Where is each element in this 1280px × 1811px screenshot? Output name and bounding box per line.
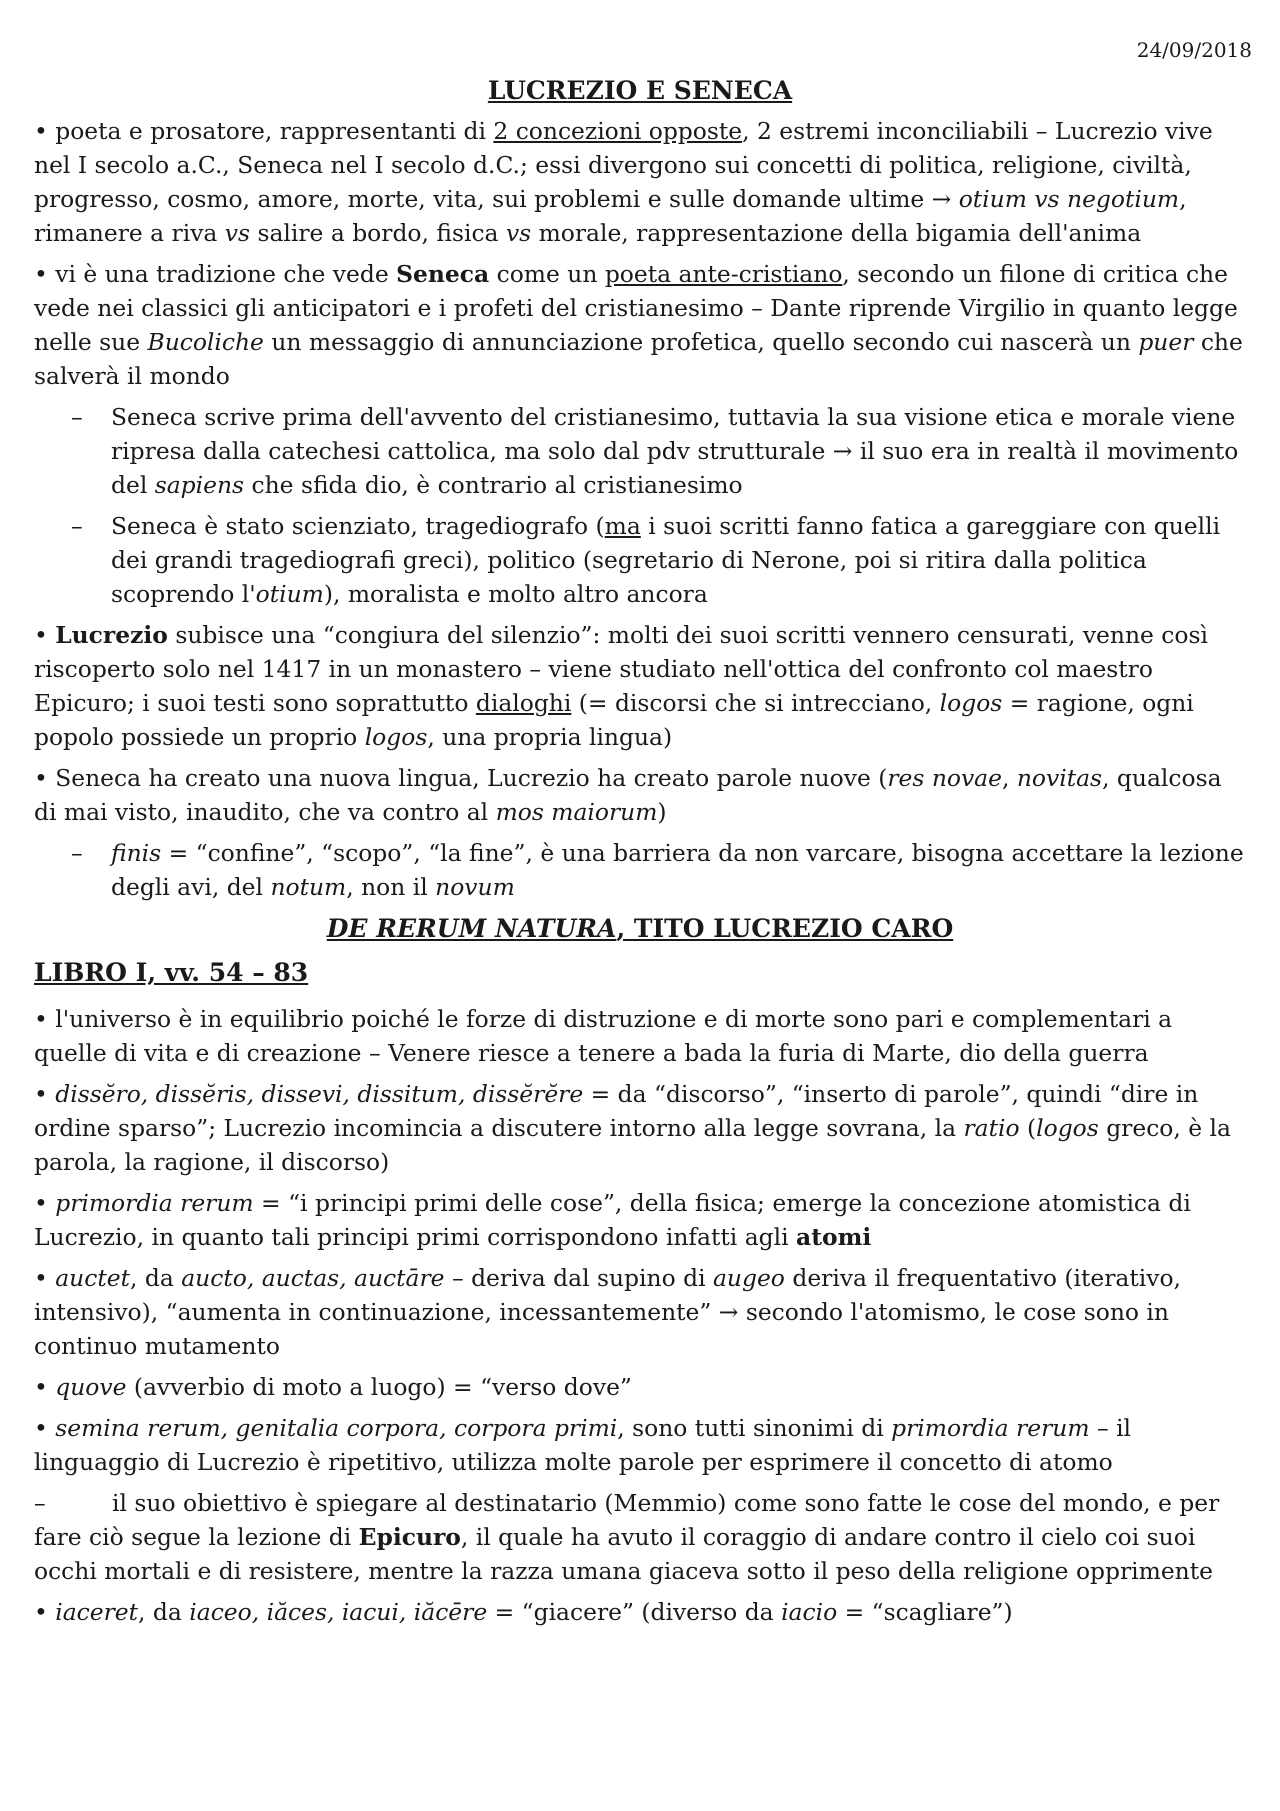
document-body [34,114,1246,1636]
paragraph-universe-balance: • l'universo è in equilibrio poiché le forze di distruzione e di morte sono pari e complementari a quelle di vita e di creazione – Venere riesce a tenere a bada la furia di Marte, dio della guerra [34,1005,1173,1067]
dash-item-seneca-roles: – Seneca è stato scienziato, tragediografo (ma i suoi scritti fanno fatica a gareggiare con quelli dei grandi tragediografi greci), politico (segretario di Nerone, poi si ritira dalla politica scoprendo l'otium), moralista e molto altro ancora [71,512,1221,608]
section-title: DE RERUM NATURA, TITO LUCREZIO CARO [326,914,954,943]
paragraph-new-language: • Seneca ha creato una nuova lingua, Lucrezio ha creato parole nuove (res novae, novitas, qualcosa di mai visto, inaudito, che va contro al mos maiorum) [34,764,1222,826]
paragraph-dissero: • dissĕro, dissĕris, dissevi, dissitum, dissĕrĕre = da “discorso”, “inserto di parole”, quindi “dire in ordine sparso”; Lucrezio incomincia a discutere intorno alla legge sovrana, la ratio (logos greco, è la parola, la ragione, il discorso) [34,1080,1231,1176]
paragraph-poets-comparison: • poeta e prosatore, rappresentanti di 2 concezioni opposte, 2 estremi inconciliabili – Lucrezio vive nel I secolo a.C., Seneca nel I secolo d.C.; essi divergono sui concetti di politica, religione, civiltà, progresso, cosmo, amore, morte, vita, sui problemi e sulle domande ultime → otium vs negotium, rimanere a riva vs salire a bordo, fisica vs morale, rappresentazione della bigamia dell'anima [34,117,1213,247]
page-title: LUCREZIO E SENECA [487,76,793,105]
paragraph-lucrezio-silence: • Lucrezio subisce una “congiura del silenzio”: molti dei suoi scritti vennero censurati, venne così riscoperto solo nel 1417 in un monastero – viene studiato nell'ottica del confronto col maestro Epicuro; i suoi testi sono soprattutto dialoghi (= discorsi che si intrecciano, logos = ragione, ogni popolo possiede un proprio logos, una propria lingua) [34,621,1208,751]
paragraph-auctet: • auctet, da aucto, auctas, auctāre – deriva dal supino di augeo deriva il frequentativo (iterativo, intensivo), “aumenta in continuazione, incessantemente” → secondo l'atomismo, le cose sono in continuo mutamento [34,1264,1181,1360]
document-date: 24/09/2018 [1136,38,1252,62]
paragraph-semina: • semina rerum, genitalia corpora, corpora primi, sono tutti sinonimi di primordia rerum – il linguaggio di Lucrezio è ripetitivo, utilizza molte parole per esprimere il concetto di atomo [34,1414,1132,1476]
paragraph-iaceret: • iaceret, da iaceo, iăces, iacui, iăcēre = “giacere” (diverso da iacio = “scagliare”) [34,1598,1013,1626]
dash-item-seneca-ethics: – Seneca scrive prima dell'avvento del cristianesimo, tuttavia la sua visione etica e morale viene ripresa dalla catechesi cattolica, ma solo dal pdv strutturale → il suo era in realtà il movimento del sapiens che sfida dio, è contrario al cristianesimo [71,403,1239,499]
dash-item-finis: – finis = “confine”, “scopo”, “la fine”, è una barriera da non varcare, bisogna accettare la lezione degli avi, del notum, non il novum [71,839,1244,901]
paragraph-primordia: • primordia rerum = “i principi primi delle cose”, della fisica; emerge la concezione atomistica di Lucrezio, in quanto tali principi primi corrispondono infatti agli atomi [34,1189,1191,1251]
book-heading: LIBRO I, vv. 54 – 83 [34,958,309,987]
paragraph-quove: • quove (avverbio di moto a luogo) = “verso dove” [34,1373,632,1401]
dash-item-epicuro: – il suo obiettivo è spiegare al destinatario (Memmio) come sono fatte le cose del mondo, e per fare ciò segue la lezione di Epicuro, il quale ha avuto il coraggio di andare contro il cielo coi suoi occhi mortali e di resistere, mentre la razza umana giaceva sotto il peso della religione opprimente [34,1489,1220,1585]
paragraph-seneca-tradition: • vi è una tradizione che vede Seneca come un poeta ante-cristiano, secondo un filone di critica che vede nei classici gli anticipatori e i profeti del cristianesimo – Dante riprende Virgilio in quanto legge nelle sue Bucoliche un messaggio di annunciazione profetica, quello secondo cui nascerà un puer che salverà il mondo [34,260,1243,390]
